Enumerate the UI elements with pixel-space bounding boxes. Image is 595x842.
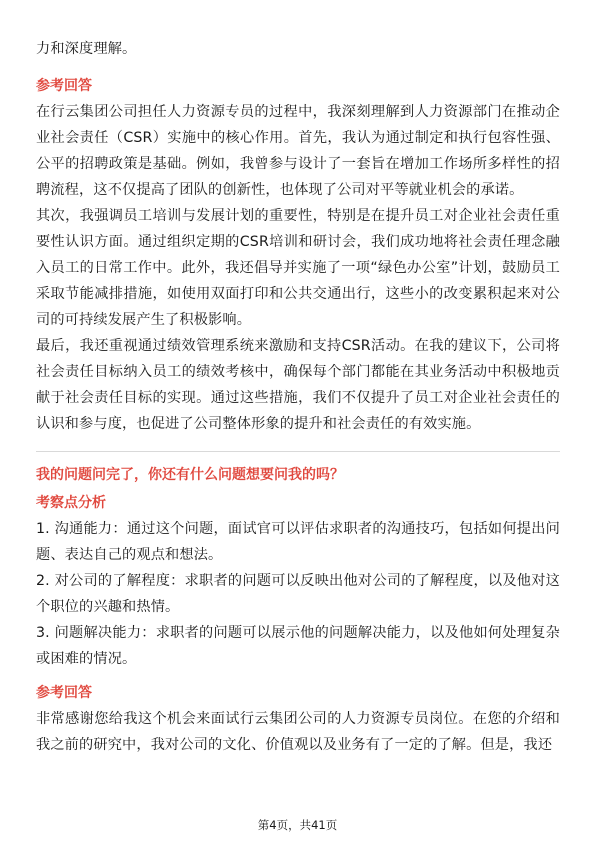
question-heading: 我的问题问完了，你还有什么问题想要问我的吗？ [36,467,344,483]
answer-paragraph-final: 非常感谢您给我这个机会来面试行云集团公司的人力资源专员岗位。在您的介绍和我之前的研究中，我对公司的文化、价值观以及业务有了一定的了解。但是，我还 [36,711,560,753]
analysis-item-3: 3. 问题解决能力：求职者的问题可以展示他的问题解决能力，以及他如何处理复杂或困难的情况。 [36,625,560,667]
continued-text: 力和深度理解。 [36,41,137,57]
document-page [36,36,560,758]
answer-label-1: 参考回答 [36,78,92,94]
answer-paragraph-2: 其次，我强调员工培训与发展计划的重要性，特别是在提升员工对企业社会责任重要性认识方面。通过组织定期的CSR培训和研讨会，我们成功地将社会责任理念融入员工的日常工作中。此外，我还倡导并实施了一项“绿色办公室”计划，鼓励员工采取节能减排措施，如使用双面打印和公共交通出行，这些小的改变累积起来对公司的可持续发展产生了积极影响。 [36,208,560,328]
section-divider [36,451,560,452]
analysis-item-1: 1. 沟通能力：通过这个问题，面试官可以评估求职者的沟通技巧，包括如何提出问题、表达自己的观点和想法。 [36,521,560,563]
analysis-label: 考察点分析 [36,495,106,511]
answer-label-2: 参考回答 [36,685,92,701]
answer-paragraph-1: 在行云集团公司担任人力资源专员的过程中，我深刻理解到人力资源部门在推动企业社会责任（CSR）实施中的核心作用。首先，我认为通过制定和执行包容性强、公平的招聘政策是基础。例如，我曾参与设计了一套旨在增加工作场所多样性的招聘流程，这不仅提高了团队的创新性，也体现了公司对平等就业机会的承诺。 [36,104,560,198]
analysis-item-2: 2. 对公司的了解程度：求职者的问题可以反映出他对公司的了解程度，以及他对这个职位的兴趣和热情。 [36,573,560,615]
answer-paragraph-3: 最后，我还重视通过绩效管理系统来激励和支持CSR活动。在我的建议下，公司将社会责任目标纳入员工的绩效考核中，确保每个部门都能在其业务活动中积极地贡献于社会责任目标的实现。通过这些措施，我们不仅提升了员工对企业社会责任的认识和参与度，也促进了公司整体形象的提升和社会责任的有效实施。 [36,338,560,432]
page-number: 第4页，共41页 [257,818,338,832]
